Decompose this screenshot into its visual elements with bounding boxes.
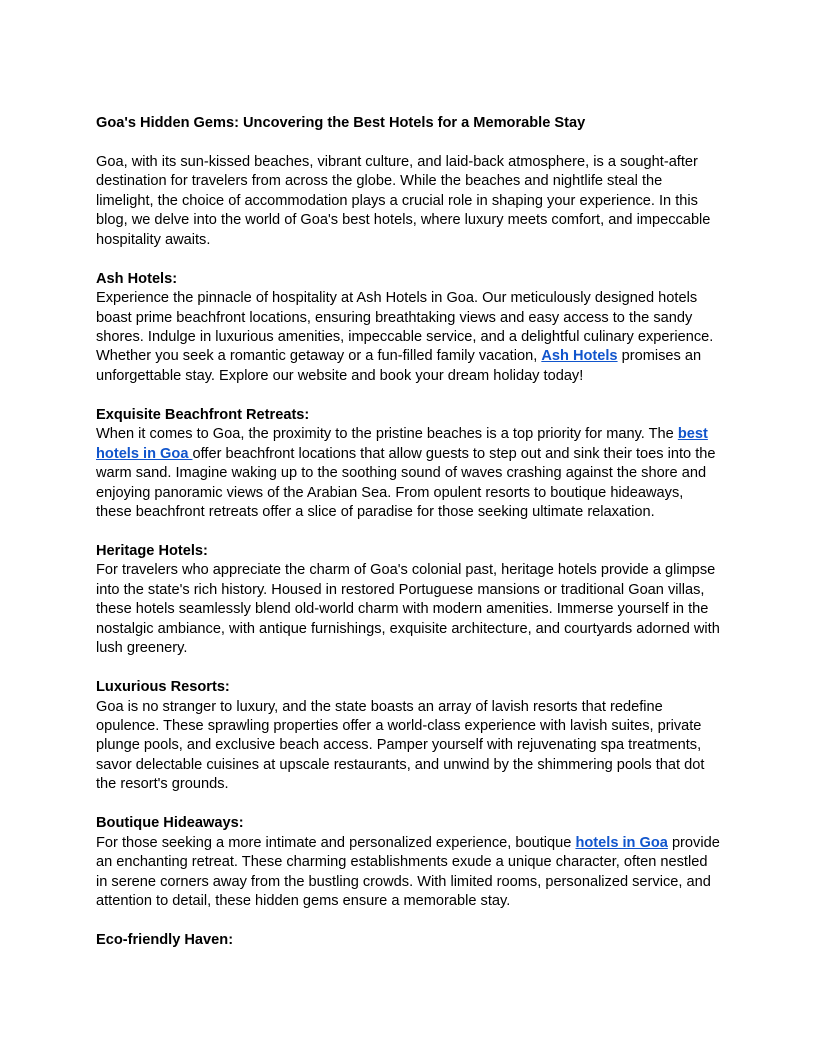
ash-hotels-link[interactable]: Ash Hotels: [541, 348, 618, 365]
resorts-text: Goa is no stranger to luxury, and the state boasts an array of lavish resorts that redefine opulence. These sprawling properties offer a world-class experience with lavish suites, private plunge pools, and exclusive beach access. Pamper yourself with rejuvenating spa treatments, savor delectable cuisines at upscale restaurants, and unwind by the shimmering pools that dot the resort's grounds.: [96, 698, 705, 793]
section-boutique: [96, 814, 722, 911]
section-resorts: [96, 678, 722, 795]
ash-hotels-text-after: promises an unforgettable stay. Explore our website and book your dream holiday today!: [96, 348, 702, 384]
beachfront-text-after: offer beachfront locations that allow guests to step out and sink their toes into the warm sand. Imagine waking up to the soothing sound of waves crashing against the shore and enjoying panoramic views of the Arabian Sea. From opulent resorts to boutique hideaways, these beachfront retreats offer a slice of paradise for those seeking ultimate relaxation.: [96, 445, 716, 521]
heading-beachfront: Exquisite Beachfront Retreats:: [96, 406, 310, 423]
best-hotels-in-goa-link[interactable]: best hotels in Goa: [96, 426, 708, 462]
heading-eco: Eco-friendly Haven:: [96, 931, 234, 948]
ash-hotels-text-before: Experience the pinnacle of hospitality at Ash Hotels in Goa. Our meticulously designed hotels boast prime beachfront locations, ensuring breathtaking views and easy access to the sandy shores. Indulge in luxurious amenities, impeccable service, and a delightful culinary experience. Whether you seek a romantic getaway or a fun-filled family vacation,: [96, 290, 714, 365]
hotels-in-goa-link[interactable]: hotels in Goa: [575, 834, 668, 851]
heading-heritage: Heritage Hotels:: [96, 542, 208, 559]
section-heritage: [96, 542, 722, 659]
section-beachfront: [96, 406, 722, 523]
section-ash-hotels: [96, 270, 722, 387]
heading-ash-hotels: Ash Hotels:: [96, 270, 178, 287]
section-eco: [96, 931, 722, 950]
heading-boutique: Boutique Hideaways:: [96, 815, 244, 832]
heading-resorts: Luxurious Resorts:: [96, 679, 230, 696]
intro-paragraph: Goa, with its sun-kissed beaches, vibrant culture, and laid-back atmosphere, is a sought-after destination for travelers from across the globe. While the beaches and nightlife steal the limelight, the choice of accommodation plays a crucial role in shaping your experience. In this blog, we delve into the world of Goa's best hotels, where luxury meets comfort, and impeccable hospitality awaits.: [96, 153, 711, 248]
heritage-text: For travelers who appreciate the charm of Goa's colonial past, heritage hotels provide a glimpse into the state's rich history. Housed in restored Portuguese mansions or traditional Goan villas, these hotels seamlessly blend old-world charm with modern amenities. Immerse yourself in the nostalgic ambiance, with antique furnishings, exquisite architecture, and courtyards adorned with lush greenery.: [96, 562, 720, 657]
beachfront-text-before: When it comes to Goa, the proximity to the pristine beaches is a top priority for many. The: [96, 426, 678, 443]
boutique-text-before: For those seeking a more intimate and personalized experience, boutique: [96, 834, 576, 851]
document-body: [96, 114, 722, 970]
boutique-text-after: provide an enchanting retreat. These charming establishments exude a unique character, often nestled in serene corners away from the bustling crowds. With limited rooms, personalized service, and attention to detail, these hidden gems ensure a memorable stay.: [96, 834, 720, 910]
document-title: Goa's Hidden Gems: Uncovering the Best Hotels for a Memorable Stay: [96, 115, 586, 131]
